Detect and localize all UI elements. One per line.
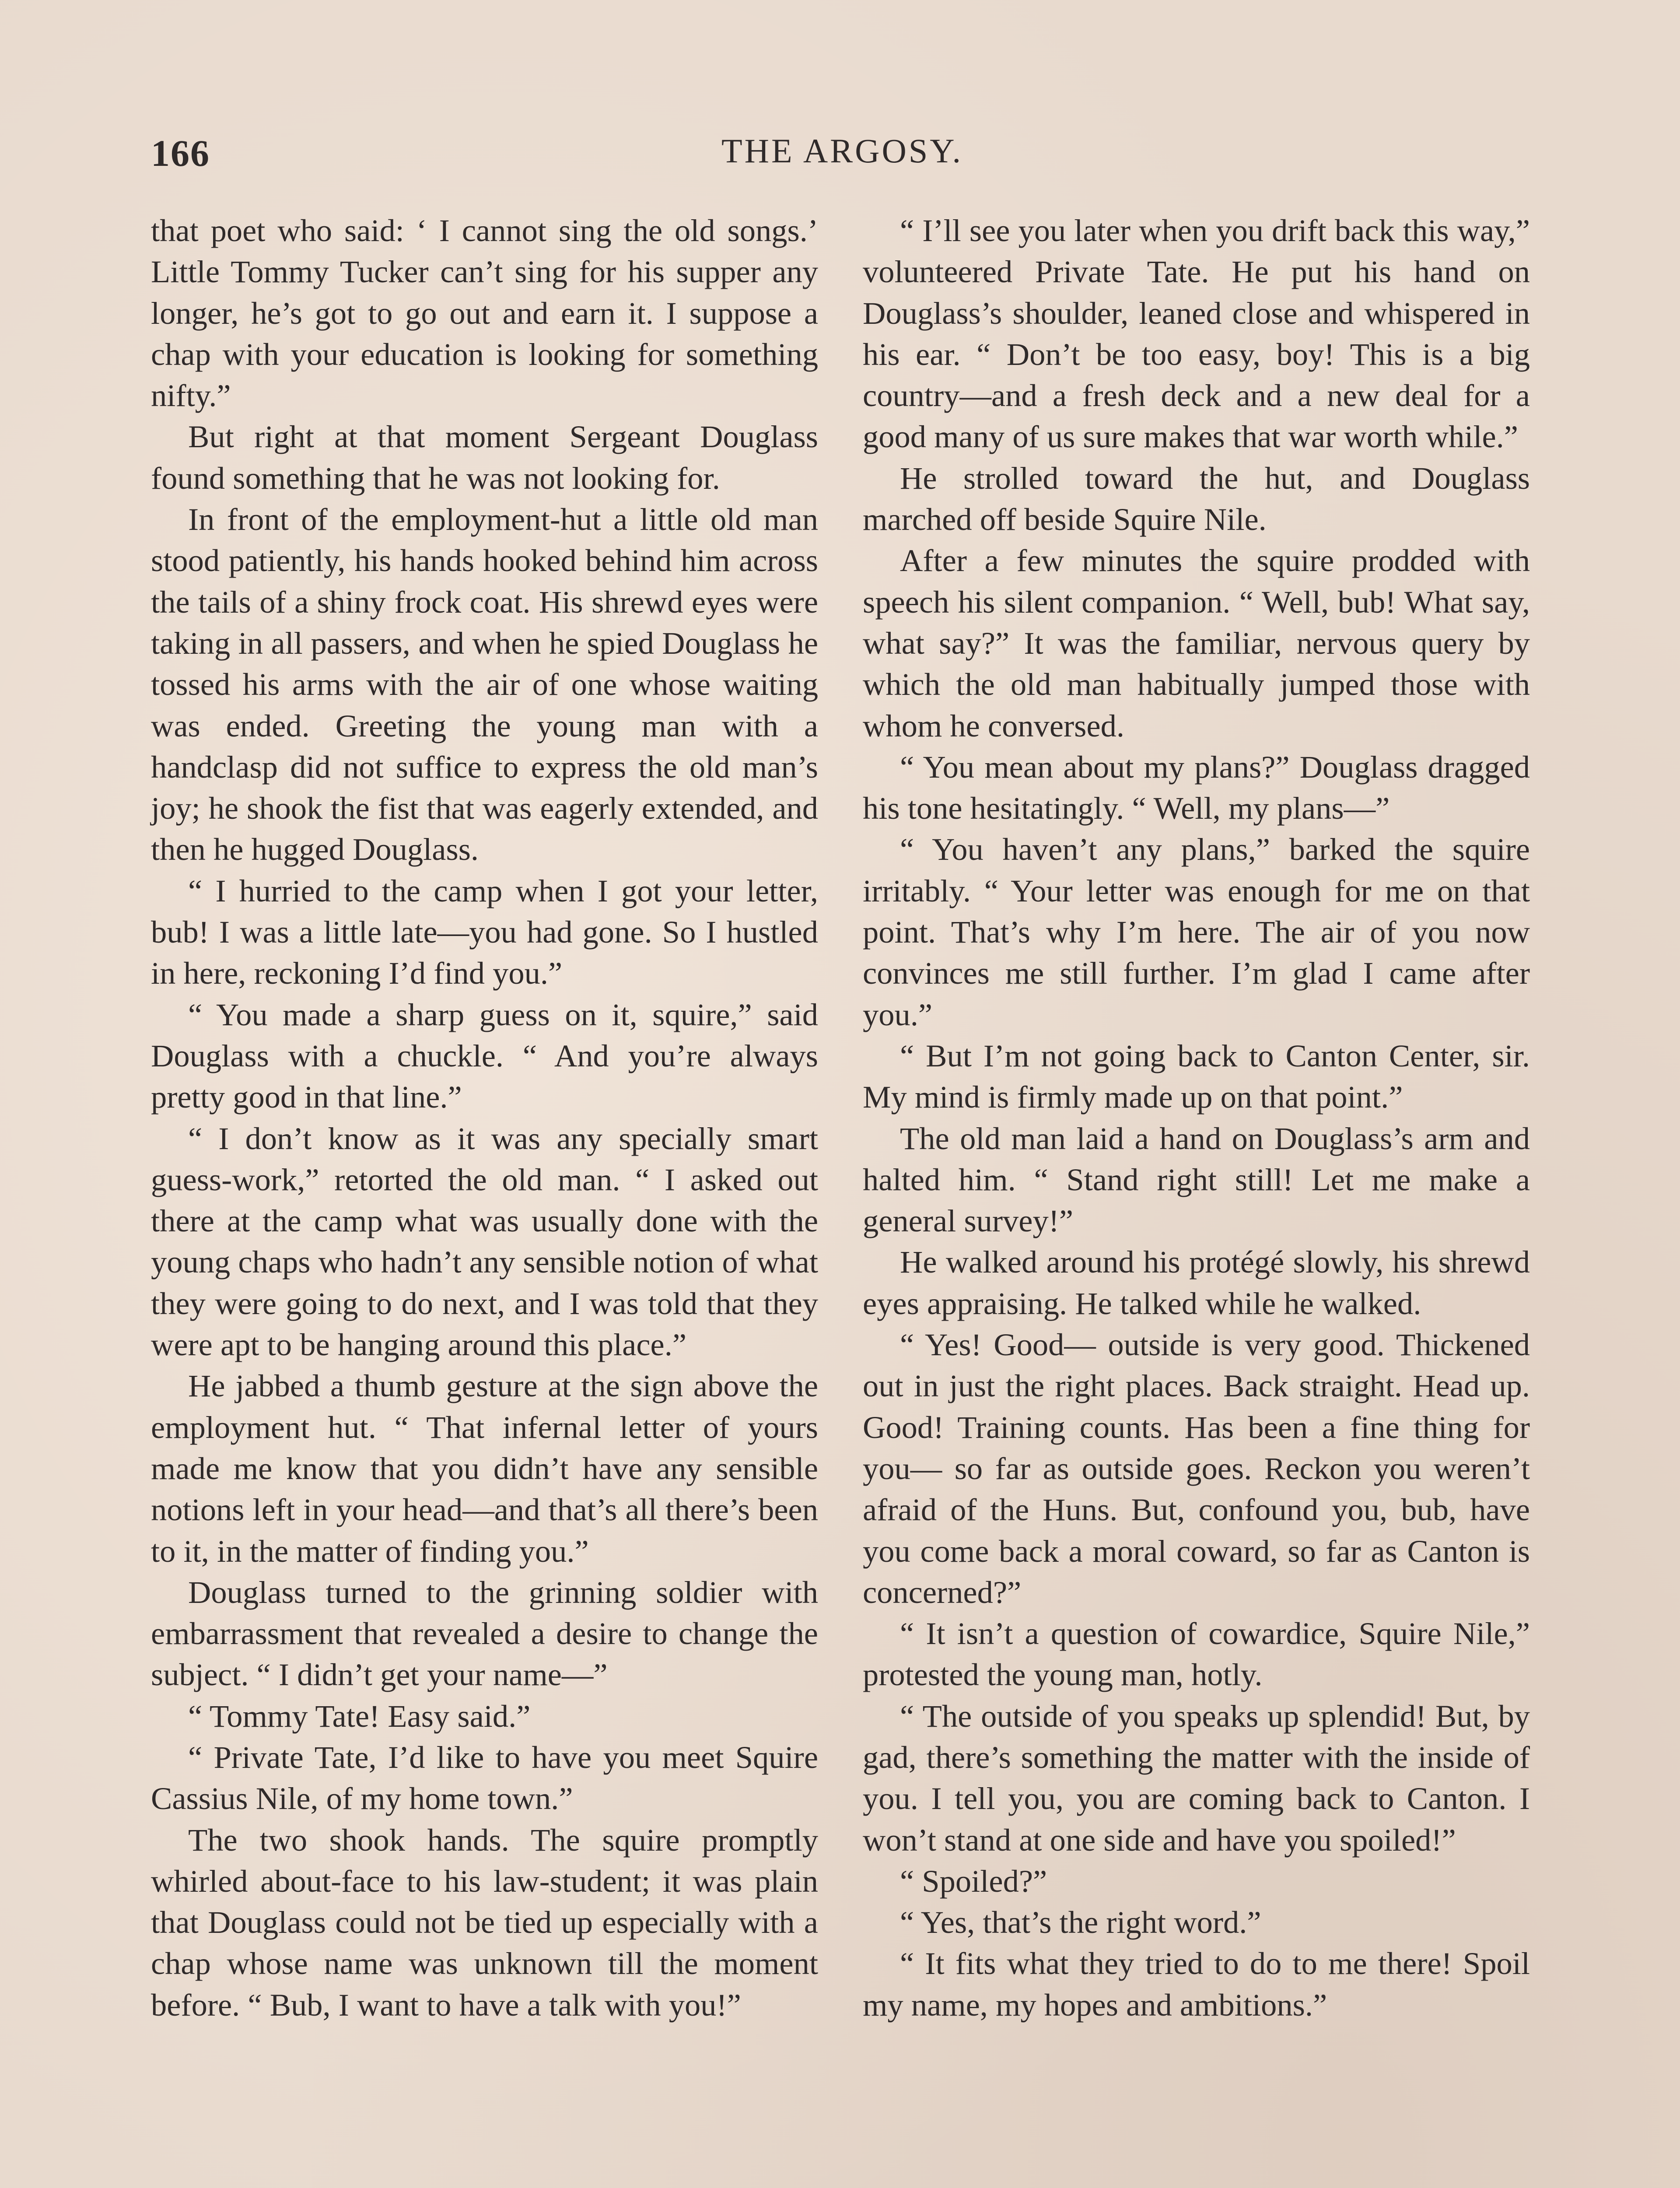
paragraph: “ Tommy Tate! Easy said.” xyxy=(188,1698,531,1734)
paragraph: In front of the employment-hut a little old man stood patiently, his hands hooked behind him across the tails of a shiny frock coat. His shrewd eyes were taking in all passers, and when he spied Douglass he tossed his arms with the air of one whose waiting was ended. Greeting the young man with a handclasp did not suffice to express the old man’s joy; he shook the fist that was eagerly extended, and then he hugged Douglass. xyxy=(151,501,818,867)
page-header xyxy=(151,131,1533,179)
paragraph: “ It isn’t a question of cowardice, Squire Nile,” protested the young man, hotly. xyxy=(863,1616,1530,1693)
paragraph: He walked around his protégé slowly, his shrewd eyes appraising. He talked while he walked. xyxy=(863,1244,1530,1321)
paragraph: “ Spoiled?” xyxy=(900,1863,1047,1899)
paragraph: “ I hurried to the camp when I got your letter, bub! I was a little late—you had gone. So I hustled in here, reckoning I’d find you.” xyxy=(151,873,818,991)
paragraph: The two shook hands. The squire promptly whirled about-face to his law-student; it was plain that Douglass could not be tied up especially with a chap whose name was unknown till the moment before. “ Bub, I want to have a talk with you!” xyxy=(151,1822,818,2023)
paragraph: “ Private Tate, I’d like to have you meet Squire Cassius Nile, of my home town.” xyxy=(151,1739,818,1816)
paragraph: “ Yes! Good— outside is very good. Thickened out in just the right places. Back straight. Head up. Good! Training counts. Has been a fine thing for you— so far as outside goes. Reckon you weren’t afraid of the Huns. But, confound you, bub, have you come back a moral coward, so far as Canton is concerned?” xyxy=(863,1327,1530,1610)
paragraph: that poet who said: ‘ I cannot sing the old songs.’ Little Tommy Tucker can’t sing for his supper any longer, he’s got to go out and earn it. I suppose a chap with your education is looking for something nifty.” xyxy=(151,213,818,414)
paragraph: Douglass turned to the grinning soldier with embarrassment that revealed a desire to change the subject. “ I didn’t get your name—” xyxy=(151,1574,818,1693)
paragraph: “ Yes, that’s the right word.” xyxy=(900,1904,1261,1940)
left-column xyxy=(151,210,818,2026)
running-title: THE ARGOSY. xyxy=(721,132,963,170)
paragraph: “ I’ll see you later when you drift back this way,” volunteered Private Tate. He put his hand on Douglass’s shoulder, leaned close and whispered in his ear. “ Don’t be too easy, boy! This is a big country—and a fresh deck and a new deal for a good many of us sure makes that war worth while.” xyxy=(863,213,1530,455)
paragraph: “ You made a sharp guess on it, squire,” said Douglass with a chuckle. “ And you’re always pretty good in that line.” xyxy=(151,996,818,1115)
paragraph: He strolled toward the hut, and Douglass marched off beside Squire Nile. xyxy=(863,460,1530,537)
right-column xyxy=(863,210,1530,2026)
paragraph: After a few minutes the squire prodded with speech his silent companion. “ Well, bub! What say, what say?” It was the familiar, nervous query by which the old man habitually jumped those with whom he conversed. xyxy=(863,543,1530,743)
paragraph: “ It fits what they tried to do to me there! Spoil my name, my hopes and ambitions.” xyxy=(863,1946,1530,2023)
paragraph: “ You mean about my plans?” Douglass dragged his tone hesitatingly. “ Well, my plans—” xyxy=(863,749,1530,826)
paragraph: But right at that moment Sergeant Douglass found something that he was not looking for. xyxy=(151,419,818,496)
paragraph: “ You haven’t any plans,” barked the squire irritably. “ Your letter was enough for me on that point. That’s why I’m here. The air of you now convinces me still further. I’m glad I came after you.” xyxy=(863,831,1530,1032)
page-number: 166 xyxy=(151,132,210,174)
paragraph: He jabbed a thumb gesture at the sign above the employment hut. “ That infernal letter of yours made me know that you didn’t have any sensible notions left in your head—and that’s all there’s been to it, in the matter of finding you.” xyxy=(151,1368,818,1569)
paragraph: “ The outside of you speaks up splendid! But, by gad, there’s something the matter with the inside of you. I tell you, you are coming back to Canton. I won’t stand at one side and have you spoiled!” xyxy=(863,1698,1530,1858)
paragraph: “ But I’m not going back to Canton Center, sir. My mind is firmly made up on that point.” xyxy=(863,1038,1530,1115)
paragraph: The old man laid a hand on Douglass’s arm and halted him. “ Stand right still! Let me make a general survey!” xyxy=(863,1120,1530,1239)
paragraph: “ I don’t know as it was any specially smart guess-work,” retorted the old man. “ I asked out there at the camp what was usually done with the young chaps who hadn’t any sensible notion of what they were going to do next, and I was told that they were apt to be hanging around this place.” xyxy=(151,1120,818,1363)
